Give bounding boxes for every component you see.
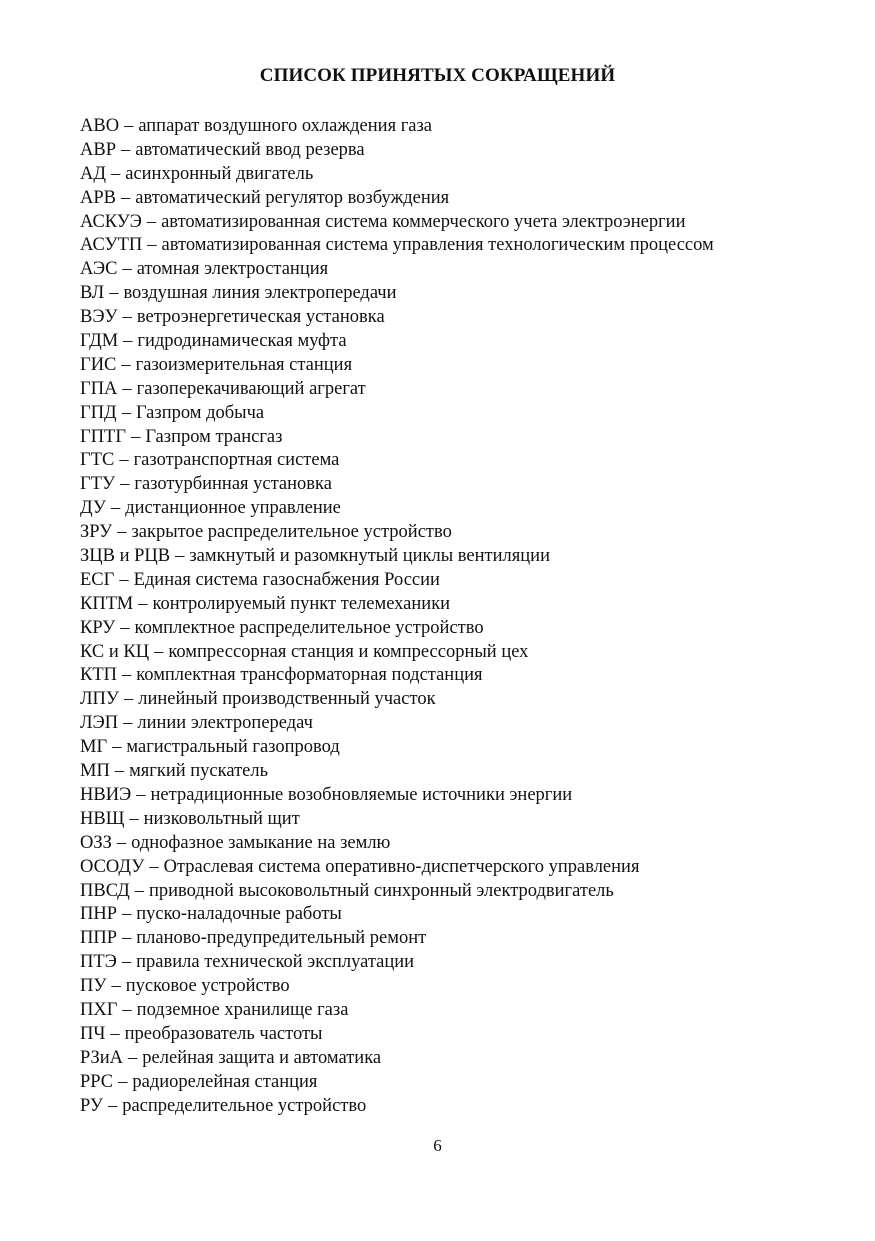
abbreviation-entry: [80, 951, 840, 975]
abbreviation-dash: –: [146, 211, 157, 232]
abbreviation-dash: –: [112, 737, 122, 758]
abbreviation-dash: –: [122, 999, 132, 1020]
abbreviation-list: [80, 115, 840, 1118]
abbreviation-dash: –: [110, 163, 121, 184]
abbreviation-dash: –: [119, 569, 129, 590]
abbreviation-term: ГТУ: [80, 474, 116, 495]
abbreviation-term: АД: [80, 163, 106, 184]
abbreviation-dash: –: [121, 354, 131, 375]
abbreviation-meaning: автоматизированная система коммерческого учета электроэнергии: [161, 211, 686, 232]
abbreviation-term: ГПА: [80, 378, 118, 399]
abbreviation-meaning: приводной высоковольтный синхронный электродвигатель: [149, 880, 614, 901]
abbreviation-meaning: комплектное распределительное устройство: [134, 617, 484, 638]
abbreviation-entry: [80, 617, 840, 641]
abbreviation-meaning: атомная электростанция: [136, 259, 329, 280]
abbreviation-entry: [80, 880, 840, 904]
abbreviation-term: ГДМ: [80, 331, 119, 352]
abbreviation-meaning: мягкий пускатель: [129, 761, 269, 782]
abbreviation-term: ПХГ: [80, 999, 118, 1020]
abbreviation-dash: –: [123, 713, 133, 734]
abbreviation-entry: [80, 545, 840, 569]
abbreviation-term: ГИС: [80, 354, 117, 375]
abbreviation-entry: [80, 975, 840, 999]
abbreviation-term: ЗЦВ и РЦВ: [80, 546, 171, 567]
abbreviation-term: ОЗЗ: [80, 832, 112, 853]
abbreviation-term: ЛПУ: [80, 689, 120, 710]
abbreviation-term: МГ: [80, 737, 108, 758]
abbreviation-term: РРС: [80, 1071, 114, 1092]
abbreviation-term: ДУ: [80, 498, 106, 519]
abbreviation-dash: –: [120, 474, 130, 495]
abbreviation-term: ГТС: [80, 450, 115, 471]
abbreviation-entry: [80, 1047, 840, 1071]
abbreviation-term: ГПТГ: [80, 426, 127, 447]
abbreviation-term: ПВСД: [80, 880, 130, 901]
abbreviation-term: КС и КЦ: [80, 641, 150, 662]
abbreviation-entry: [80, 139, 840, 163]
abbreviation-meaning: газотурбинная установка: [134, 474, 332, 495]
abbreviation-entry: [80, 903, 840, 927]
abbreviation-entry: [80, 282, 840, 306]
abbreviation-dash: –: [129, 808, 139, 829]
abbreviation-term: НВИЭ: [80, 784, 132, 805]
abbreviation-dash: –: [109, 283, 119, 304]
abbreviation-dash: –: [128, 1047, 138, 1068]
abbreviation-term: АСКУЭ: [80, 211, 142, 232]
abbreviation-entry: [80, 330, 840, 354]
abbreviation-meaning: ветроэнергетическая установка: [136, 307, 385, 328]
abbreviation-dash: –: [122, 665, 132, 686]
abbreviation-term: КРУ: [80, 617, 116, 638]
abbreviation-meaning: низковольтный щит: [143, 808, 300, 829]
abbreviation-term: ППР: [80, 928, 118, 949]
abbreviation-dash: –: [114, 761, 125, 782]
abbreviation-meaning: правила технической эксплуатации: [136, 952, 415, 973]
abbreviation-dash: –: [122, 259, 132, 280]
abbreviation-entry: [80, 1095, 840, 1119]
page-title: СПИСОК ПРИНЯТЫХ СОКРАЩЕНИЙ: [259, 65, 616, 86]
abbreviation-dash: –: [149, 856, 159, 877]
abbreviation-term: АРВ: [80, 187, 116, 208]
abbreviation-entry: [80, 999, 840, 1023]
abbreviation-dash: –: [121, 187, 131, 208]
abbreviation-dash: –: [117, 522, 127, 543]
abbreviation-term: АЭС: [80, 259, 118, 280]
abbreviation-meaning: воздушная линия электропередачи: [123, 283, 397, 304]
abbreviation-term: ПНР: [80, 904, 118, 925]
abbreviation-entry: [80, 664, 840, 688]
abbreviation-dash: –: [122, 378, 132, 399]
abbreviation-entry: [80, 856, 840, 880]
abbreviation-dash: –: [111, 976, 121, 997]
abbreviation-entry: [80, 306, 840, 330]
abbreviation-entry: [80, 688, 840, 712]
abbreviation-meaning: Единая система газоснабжения России: [133, 569, 440, 590]
abbreviation-entry: [80, 712, 840, 736]
abbreviation-term: НВЩ: [80, 808, 125, 829]
abbreviation-entry: [80, 115, 840, 139]
abbreviation-entry: [80, 187, 840, 211]
abbreviation-entry: [80, 760, 840, 784]
abbreviation-meaning: подземное хранилище газа: [136, 999, 349, 1020]
abbreviation-meaning: аппарат воздушного охлаждения газа: [138, 116, 433, 136]
abbreviation-term: КТП: [80, 665, 117, 686]
abbreviation-meaning: газоперекачивающий агрегат: [136, 378, 366, 399]
abbreviation-term: АВР: [80, 139, 116, 160]
page-number: 6: [433, 1136, 442, 1155]
abbreviation-entry: [80, 736, 840, 760]
abbreviation-dash: –: [110, 1023, 120, 1044]
abbreviation-entry: [80, 163, 840, 187]
abbreviation-meaning: пусковое устройство: [125, 976, 290, 997]
abbreviation-entry: [80, 569, 840, 593]
abbreviation-term: ЗРУ: [80, 522, 113, 543]
abbreviation-term: ВЛ: [80, 283, 105, 304]
abbreviation-entry: [80, 354, 840, 378]
abbreviation-dash: –: [124, 689, 134, 710]
abbreviation-meaning: магистральный газопровод: [126, 737, 340, 758]
abbreviation-term: ГПД: [80, 402, 117, 423]
abbreviation-entry: [80, 641, 840, 665]
abbreviation-entry: [80, 593, 840, 617]
abbreviation-dash: –: [147, 235, 157, 256]
abbreviation-entry: [80, 473, 840, 497]
abbreviation-term: АВО: [80, 116, 120, 136]
abbreviation-dash: –: [107, 1095, 118, 1116]
abbreviation-entry: [80, 211, 840, 235]
abbreviation-entry: [80, 808, 840, 832]
abbreviation-dash: –: [121, 402, 131, 423]
abbreviation-entry: [80, 426, 840, 450]
abbreviation-entry: [80, 784, 840, 808]
abbreviation-dash: –: [122, 307, 132, 328]
abbreviation-term: ЛЭП: [80, 713, 119, 734]
abbreviation-dash: –: [175, 546, 185, 567]
abbreviation-meaning: линейный производственный участок: [138, 689, 436, 710]
abbreviation-term: ВЭУ: [80, 307, 118, 328]
abbreviation-meaning: Газпром трансгаз: [145, 426, 283, 447]
abbreviation-entry: [80, 234, 840, 258]
abbreviation-meaning: однофазное замыкание на землю: [131, 832, 391, 853]
abbreviation-dash: –: [121, 139, 131, 160]
abbreviation-meaning: автоматический ввод резерва: [135, 139, 365, 160]
abbreviation-entry: [80, 258, 840, 282]
abbreviation-meaning: газоизмерительная станция: [135, 354, 353, 375]
abbreviation-term: КПТМ: [80, 593, 134, 614]
abbreviation-entry: [80, 402, 840, 426]
abbreviation-dash: –: [118, 1071, 128, 1092]
abbreviation-dash: –: [136, 784, 146, 805]
abbreviation-entry: [80, 521, 840, 545]
abbreviation-dash: –: [122, 904, 132, 925]
abbreviation-meaning: планово-предупредительный ремонт: [136, 928, 427, 949]
abbreviation-entry: [80, 1071, 840, 1095]
abbreviation-meaning: компрессорная станция и компрессорный цех: [168, 641, 529, 662]
abbreviation-dash: –: [121, 952, 132, 973]
abbreviation-meaning: асинхронный двигатель: [125, 163, 314, 184]
abbreviation-meaning: автоматический регулятор возбуждения: [135, 187, 450, 208]
abbreviation-meaning: распределительное устройство: [122, 1095, 367, 1116]
abbreviation-meaning: релейная защита и автоматика: [142, 1047, 382, 1068]
abbreviation-term: ЕСГ: [80, 569, 115, 590]
abbreviation-dash: –: [116, 832, 127, 853]
abbreviation-term: АСУТП: [80, 235, 143, 256]
abbreviation-dash: –: [119, 450, 129, 471]
abbreviation-meaning: гидродинамическая муфта: [137, 331, 347, 352]
abbreviation-meaning: Отраслевая система оперативно-диспетчерского управления: [163, 856, 640, 877]
abbreviation-dash: –: [138, 593, 148, 614]
abbreviation-meaning: закрытое распределительное устройство: [131, 522, 452, 543]
abbreviation-meaning: замкнутый и разомкнутый циклы вентиляции: [189, 546, 550, 567]
abbreviation-meaning: комплектная трансформаторная подстанция: [136, 665, 483, 686]
abbreviation-meaning: линии электропередач: [137, 713, 313, 734]
abbreviation-meaning: дистанционное управление: [125, 498, 341, 519]
abbreviation-entry: [80, 449, 840, 473]
abbreviation-term: ПТЭ: [80, 952, 117, 973]
abbreviation-meaning: газотранспортная система: [133, 450, 340, 471]
abbreviation-term: ОСОДУ: [80, 856, 145, 877]
abbreviation-entry: [80, 832, 840, 856]
abbreviation-meaning: пуско-наладочные работы: [136, 904, 342, 925]
abbreviation-term: РЗиА: [80, 1047, 124, 1068]
abbreviation-meaning: преобразователь частоты: [124, 1023, 323, 1044]
abbreviation-entry: [80, 1023, 840, 1047]
abbreviation-dash: –: [110, 498, 121, 519]
abbreviation-meaning: нетрадиционные возобновляемые источники энергии: [150, 784, 573, 805]
abbreviation-dash: –: [120, 617, 130, 638]
abbreviation-entry: [80, 378, 840, 402]
abbreviation-entry: [80, 927, 840, 951]
abbreviation-dash: –: [123, 331, 133, 352]
abbreviation-dash: –: [124, 116, 134, 136]
abbreviation-term: ПУ: [80, 976, 107, 997]
abbreviation-meaning: автоматизированная система управления технологическим процессом: [161, 235, 714, 256]
abbreviation-dash: –: [131, 426, 141, 447]
abbreviation-meaning: радиорелейная станция: [132, 1071, 318, 1092]
abbreviation-meaning: контролируемый пункт телемеханики: [152, 593, 451, 614]
abbreviation-meaning: Газпром добыча: [135, 402, 265, 423]
abbreviation-entry: [80, 497, 840, 521]
abbreviation-term: РУ: [80, 1095, 103, 1116]
abbreviation-term: ПЧ: [80, 1023, 106, 1044]
abbreviation-term: МП: [80, 761, 110, 782]
abbreviation-dash: –: [154, 641, 164, 662]
abbreviation-dash: –: [134, 880, 144, 901]
abbreviation-dash: –: [122, 928, 132, 949]
